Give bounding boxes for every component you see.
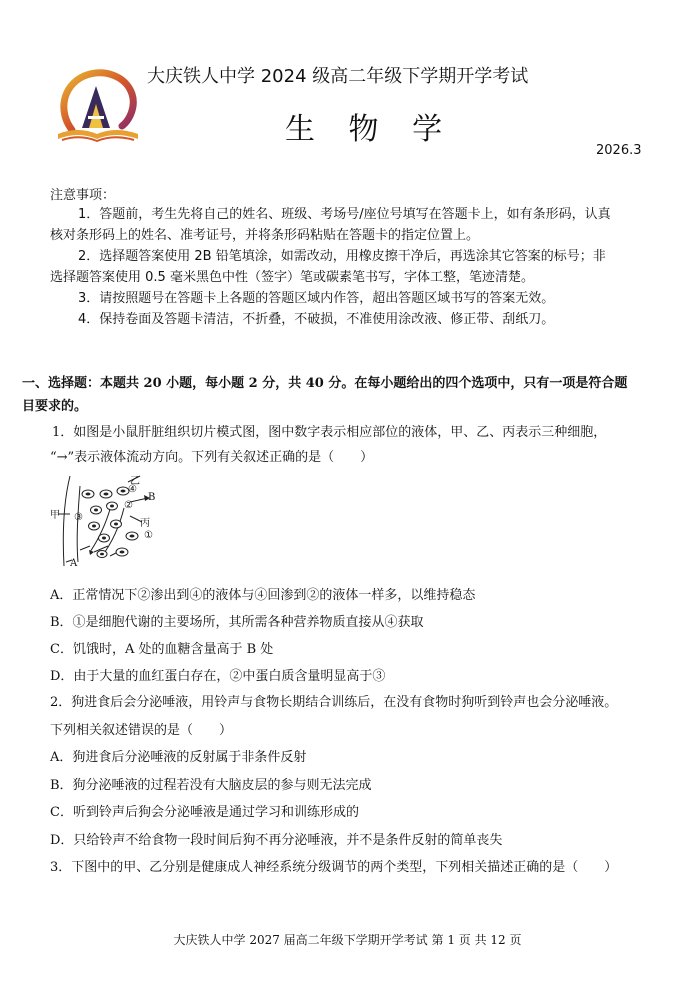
q3-stem-line1: 3．下图中的甲、乙分别是健康成人神经系统分级调节的两个类型，下列相关描述正确的是（ ）: [50, 860, 618, 875]
q2-option-b: B．狗分泌唾液的过程若没有大脑皮层的参与则无法完成: [50, 778, 372, 793]
section-heading-line1: 一、选择题：本题共 20 小题，每小题 2 分，共 40 分。在每小题给出的四个选项中，只有一项是符合题: [22, 376, 628, 391]
liver-tissue-diagram: [50, 472, 170, 572]
q1-stem-line2: “→”表示液体流动方向。下列有关叙述正确的是（ ）: [50, 450, 374, 465]
label-a: A: [70, 558, 78, 569]
q1-option-a: A．正常情况下②渗出到④的液体与④回渗到②的液体一样多，以维持稳态: [50, 588, 476, 603]
q1-option-c: C．饥饿时，A 处的血糖含量高于 B 处: [50, 642, 274, 657]
page-footer: 大庆铁人中学 2027 届高二年级下学期开学考试 第 1 页 共 12 页: [173, 933, 522, 947]
notice-item-3: 3．请按照题号在答题卡上各题的答题区域内作答，超出答题区域书写的答案无效。: [78, 291, 555, 306]
q1-option-d: D．由于大量的血红蛋白存在，②中蛋白质含量明显高于③: [50, 669, 386, 684]
q2-option-c: C．听到铃声后狗会分泌唾液是通过学习和训练形成的: [50, 805, 359, 820]
label-3: ③: [74, 512, 83, 523]
notice-heading: 注意事项：: [50, 188, 116, 203]
label-b: B: [148, 492, 156, 503]
q1-option-b: B．①是细胞代谢的主要场所，其所需各种营养物质直接从④获取: [50, 615, 424, 630]
q1-stem-line1: 1．如图是小鼠肝脏组织切片模式图，图中数字表示相应部位的液体，甲、乙、丙表示三种细胞，: [52, 425, 607, 440]
q2-option-a: A．狗进食后分泌唾液的反射属于非条件反射: [50, 750, 307, 765]
notice-item-2: 2．选择题答案使用 2B 铅笔填涂，如需改动，用橡皮擦干净后，再选涂其它答案的标号；非: [78, 249, 606, 264]
notice-item-1: 1．答题前，考生先将自己的姓名、班级、考场号/座位号填写在答题卡上，如有条形码，认真: [78, 207, 611, 222]
section-heading: [22, 372, 627, 418]
section-heading-line2: 目要求的。: [22, 399, 88, 414]
school-seal-logo-icon: [52, 68, 142, 144]
label-jia: 甲: [50, 510, 60, 521]
exam-date: 2026.3: [596, 143, 642, 158]
label-1: ①: [144, 530, 153, 541]
subject-title: 生 物 学: [285, 112, 455, 147]
label-bing: 丙: [140, 518, 150, 529]
notice-item-4: 4．保持卷面及答题卡清洁，不折叠，不破损，不准使用涂改液、修正带、刮纸刀。: [78, 312, 555, 327]
q2-option-d: D．只给铃声不给食物一段时间后狗不再分泌唾液，并不是条件反射的简单丧失: [50, 833, 503, 848]
label-4: ④: [128, 484, 137, 495]
school-title: 大庆铁人中学 2024 级高二年级下学期开学考试: [147, 66, 529, 87]
notice-item-2-cont: 选择题答案使用 0.5 毫米黑色中性（签字）笔或碳素笔书写，字体工整，笔迹清楚。: [50, 270, 534, 285]
label-yi: 乙: [130, 476, 140, 487]
q2-stem-line1: 2．狗进食后会分泌唾液，用铃声与食物长期结合训练后，在没有食物时狗听到铃声也会分泌唾液。: [50, 695, 618, 710]
notice-item-1-cont: 核对条形码上的姓名、准考证号，并将条形码粘贴在答题卡的指定位置上。: [50, 228, 480, 243]
label-2: ②: [124, 500, 133, 511]
q2-stem-line2: 下列相关叙述错误的是（ ）: [50, 723, 233, 738]
